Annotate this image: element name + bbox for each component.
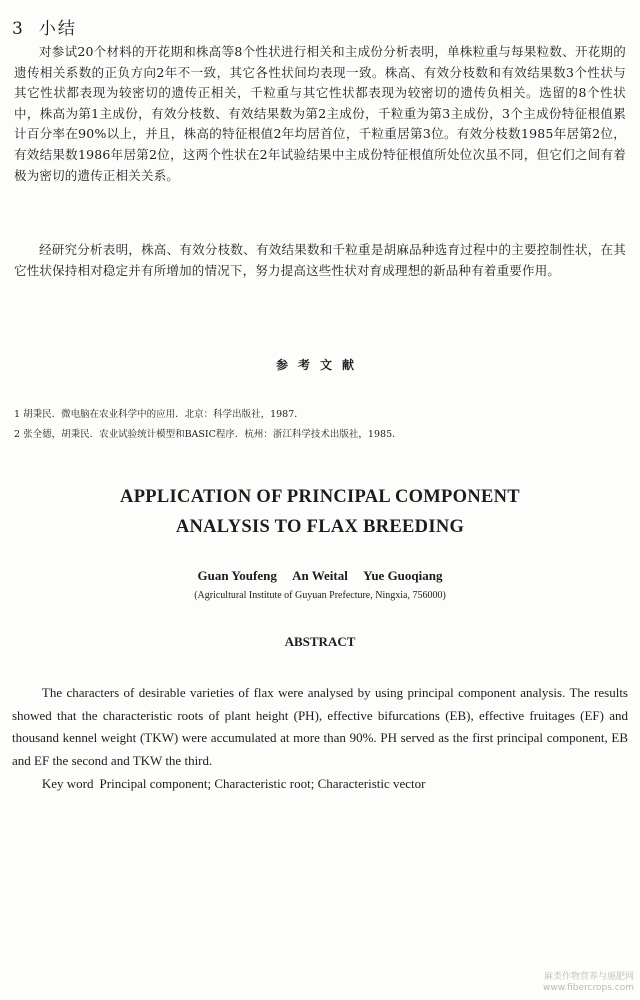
site-watermark xyxy=(543,972,634,994)
author-name: An Weital xyxy=(292,568,348,583)
affiliation: (Agricultural Institute of Guyuan Prefecture, Ningxia, 756000) xyxy=(194,590,446,601)
abstract-heading: ABSTRACT xyxy=(284,634,356,649)
english-title xyxy=(0,482,640,542)
english-title-line-2: ANALYSIS TO FLAX BREEDING xyxy=(175,517,465,537)
watermark-line-2: www.fibercrops.com xyxy=(543,983,634,993)
author-list xyxy=(0,568,640,584)
section-title: 小结 xyxy=(38,19,77,39)
references-heading: 参考文献 xyxy=(275,358,364,372)
summary-paragraph-2: 经研究分析表明，株高、有效分枝数、有效结果数和千粒重是胡麻品种选育过程中的主要控制性状，在其它性状保持相对稳定并有所增加的情况下，努力提高这些性状对育成理想的新品种有着重要作用。 xyxy=(14,242,626,278)
abstract-text: The characters of desirable varieties of flax were analysed by using principal component analysis. The results showed that the characteristic roots of plant height (PH), effective bifurcations (EB), effective fruitages (EF) and thousand kennel weight (TKW) were accumulated at more than 90%. PH served as the first principal component, EB and EF the second and TKW the third. xyxy=(12,685,628,768)
section-heading xyxy=(12,14,77,39)
reference-item-2: 2 张全德，胡秉民．农业试验统计模型和BASIC程序．杭州：浙江科学技术出版社，1985． xyxy=(14,429,402,440)
keywords-line xyxy=(12,776,628,792)
author-name: Yue Guoqiang xyxy=(363,568,443,583)
keywords-text: Principal component; Characteristic root; Characteristic vector xyxy=(99,776,426,791)
author-name: Guan Youfeng xyxy=(197,568,277,583)
keywords-label: Key word xyxy=(41,776,94,791)
english-title-line-1: APPLICATION OF PRINCIPAL COMPONENT xyxy=(120,487,520,507)
section-number: 3 xyxy=(12,19,25,39)
reference-item-1: 1 胡秉民．微电脑在农业科学中的应用．北京：科学出版社，1987． xyxy=(14,409,304,420)
watermark-line-1: 麻类作物营养与施肥网 xyxy=(543,972,634,982)
summary-paragraph-1: 对参试20个材料的开花期和株高等8个性状进行相关和主成份分析表明，单株粒重与每果粒数、开花期的遗传相关系数的正负方向2年不一致，其它各性状间均表现一致。株高、有效分枝数和有效结果数3个性状与其它性状都表现为较密切的遗传正相关，千粒重与其它性状都表现为较密切的遗传负相关。选留的8个性状中，株高为第1主成份，有效分枝数、有效结果数为第2主成份，千粒重为第3主成份，3个主成份特征根值累计百分率在90%以上，并且，株高的特征根值2年均居首位，千粒重居第3位。有效分枝数1985年居第2位，有效结果数1986年居第2位，这两个性状在2年试验结果中主成份特征根值所处位次虽不同，但它们之间有着极为密切的遗传正相关关系。 xyxy=(14,44,626,183)
